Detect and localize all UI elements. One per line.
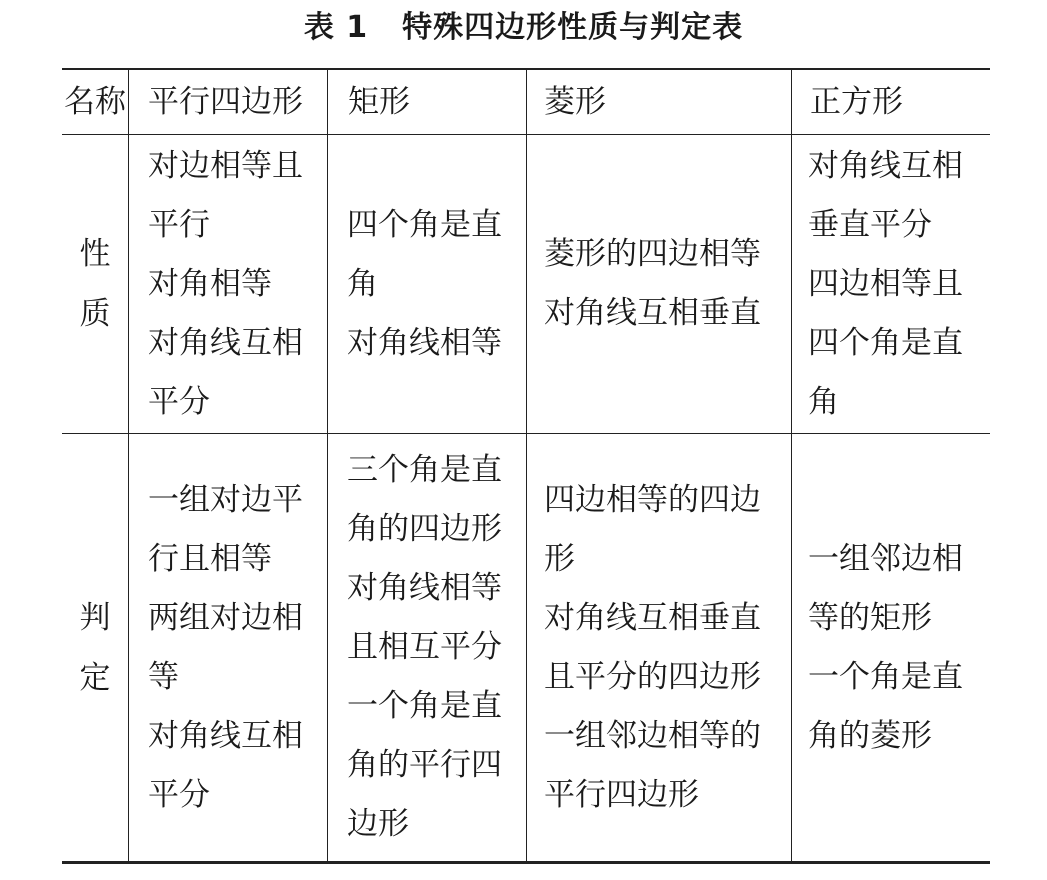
- row-label-criteria: 判 定: [79, 599, 111, 696]
- header-parallelogram: 平行四边形: [148, 83, 303, 120]
- table-title: 特殊四边形性质与判定表: [402, 10, 744, 45]
- properties-rhombus: 菱形的四边相等 对角线互相垂直: [544, 236, 761, 331]
- quadrilateral-table: [62, 68, 990, 864]
- criteria-rhombus: 四边相等的四边 形 对角线互相垂直 且平分的四边形 一组邻边相等的 平行四边形: [544, 481, 761, 813]
- criteria-square: 一组邻边相 等的矩形 一个角是直 角的菱形: [808, 540, 963, 754]
- properties-square: 对角线互相 垂直平分 四边相等且 四个角是直 角: [808, 147, 963, 420]
- header-square: 正方形: [810, 83, 903, 120]
- properties-parallelogram: 对边相等且 平行 对角相等 对角线互相 平分: [148, 147, 303, 420]
- properties-rectangle: 四个角是直 角 对角线相等: [347, 206, 502, 361]
- row-label-properties: 性 质: [79, 236, 111, 332]
- table-caption: [0, 6, 1047, 50]
- criteria-parallelogram: 一组对边平 行且相等 两组对边相 等 对角线互相 平分: [148, 481, 303, 813]
- header-name: 名称: [64, 83, 126, 120]
- criteria-rectangle: 三个角是直 角的四边形 对角线相等 且相互平分 一个角是直 角的平行四 边形: [347, 452, 502, 842]
- header-rhombus: 菱形: [544, 83, 606, 120]
- table-number: 表 1: [303, 10, 369, 45]
- header-rectangle: 矩形: [348, 83, 410, 120]
